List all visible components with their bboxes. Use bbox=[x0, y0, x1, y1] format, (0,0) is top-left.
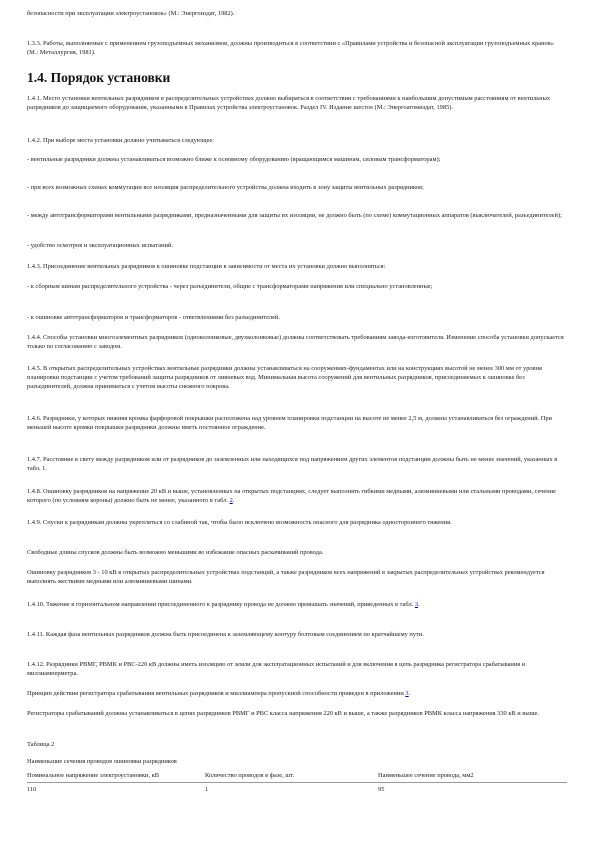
header-voltage: Номинальное напряжение электроустановки, кВ bbox=[27, 772, 205, 783]
paragraph-1-4-8: 1.4.8. Ошиновку разрядников на напряжение 20 кВ и выше, установленных на открытых подстанциях, следует выполнять гибкими медными, алюминиевыми или стальными проводами, сечение которого (по условиям короны) должно быть не менее, указанного в табл. 2. bbox=[27, 488, 556, 505]
paragraph-1-4-12: 1.4.12. Разрядники РВМГ, РВМК и РВС-220 кВ должны иметь изоляцию от земли для эксплуатационных испытаний и для включения в цепь разрядника регистратора срабатывания и миллиамперметра. bbox=[27, 661, 526, 678]
table-label: Таблица 2 bbox=[27, 741, 55, 748]
header-wire-count: Количество проводов в фазе, шт. bbox=[205, 772, 378, 783]
table-caption: Наименьшие сечения проводов ошиновки разрядников bbox=[27, 758, 177, 765]
paragraph-continuation: безопасности при эксплуатации электроустановок» (М.: Энергоиздат, 1982). bbox=[27, 10, 235, 17]
paragraph-1-4-2: 1.4.2. При выборе места установки должно учитываться следующее: bbox=[27, 137, 215, 144]
paragraph-1-4-1: 1.4.1. Место установки вентильных разрядников в распределительных устройствах должно выбираться в соответствии с требованиями к наибольшим допустимым расстояниям от вентильных разрядников до защищаемого оборудования, указанными в Правилах устройства электроустановок. Раздел IV. Издание шестое (М.: Энергоатомиздат, 1985). bbox=[27, 95, 551, 112]
paragraph-1-4-11: 1.4.11. Каждая фаза вентильных разрядников должна быть присоединена к заземляющему контуру болтовым соединением по кратчайшему пути. bbox=[27, 631, 424, 638]
conductor-section-table bbox=[27, 772, 567, 795]
paragraph-1-4-4: 1.4.4. Способы установки многоэлементных разрядников (одноколонковые, двухколонковые) должны соответствовать требованиям завода-изготовителя. Изменение способа установки допускается только по согласованию с заводом. bbox=[27, 334, 564, 351]
section-title: 1.4. Порядок установки bbox=[27, 70, 171, 85]
paragraph-1-4-12-registrators: Регистраторы срабатываний должны устанавливаться в цепях разрядников РВМГ и РВС класса напряжения 220 кВ и выше, а также разрядников РВМК класса напряжения 330 кВ и выше. bbox=[27, 710, 539, 717]
bullet-1: - вентильные разрядники должны устанавливаться возможно ближе к основному оборудованию (вращающимся машинам, силовым трансформаторам); bbox=[27, 156, 441, 163]
paragraph-1-4-3: 1.4.3. Присоединение вентильных разрядников к ошиновке подстанции в зависимости от места их установки должно выполняться: bbox=[27, 263, 386, 270]
paragraph-1-4-12-principle: Принцип действия регистратора срабатывания вентильных разрядников и миллиампера пропускной способности приведен в приложении 3. bbox=[27, 690, 411, 697]
header-min-section: Наименьшее сечение провода, мм2 bbox=[378, 772, 567, 783]
paragraph-1-4-6: 1.4.6. Разрядники, у которых нижняя кромка фарфоровой покрышки расположена над уровнем планировки подстанции на высоте не менее 2,5 м, должны устанавливаться без ограждений. При меньшей высоте кромки покрышки разрядники должны иметь постоянное ограждение. bbox=[27, 415, 552, 432]
paragraph-1-4-7: 1.4.7. Расстояние в свету между разрядником или от разрядников до заземленных или находящихся под напряжением других элементов подстанции должны быть не менее значений, указанных в табл. 1. bbox=[27, 456, 558, 473]
cell-min-section: 95 bbox=[378, 786, 385, 794]
cell-wire-count: 1 bbox=[205, 786, 209, 794]
table-header-row bbox=[27, 772, 567, 783]
paragraph-1-4-9-busbars: Ошиновку разрядников 3 - 10 кВ в открытых распределительных устройствах подстанций, а также разрядников всех напряжений в закрытых распределительных устройствах рекомендуется выполнять жесткими медными или алюминиевыми шинами. bbox=[27, 569, 545, 586]
table-row bbox=[27, 783, 567, 795]
bullet-4: - удобство осмотров и эксплуатационных испытаний. bbox=[27, 242, 173, 249]
bullet-3: - между автотрансформаторами вентильными разрядниками, предназначенными для защиты их изоляции, не должно быть (по схеме) коммутационных аппаратов (выключателей, разъединителей); bbox=[27, 212, 562, 219]
appendix-3-link[interactable]: 3 bbox=[405, 690, 409, 697]
paragraph-1-3-3: 1.3.3. Работы, выполняемые с применением грузоподъемных механизмов, должны производиться в соответствии с «Правилами устройства и безопасной эксплуатации грузоподъемных кранов» (М.: Металлургия, 1981). bbox=[27, 40, 554, 57]
cell-voltage: 110 bbox=[27, 786, 37, 794]
table-3-link[interactable]: 3 bbox=[414, 601, 419, 608]
paragraph-1-4-9-free-length: Свободные длины спусков должны быть возможно меньшими во избежание опасных раскачиваний провода. bbox=[27, 549, 324, 556]
bullet-5: - к сборным шинам распределительного устройства - через разъединители, общие с трансформаторами напряжения или специально установленные; bbox=[27, 283, 433, 290]
paragraph-1-4-10: 1.4.10. Тяжение в горизонтальном направлении присоединенного к разряднику провода не должно превышать значений, приведенных в табл. 3. bbox=[27, 601, 420, 608]
table-2-link[interactable]: 2 bbox=[229, 497, 233, 505]
paragraph-1-4-5: 1.4.5. В открытых распределительных устройствах вентильные разрядники должны устанавливаться на сооружениях-фундаментах или на конструкциях высотой не менее 300 мм от уровня планировки подстанции с учетом требований защиты разрядников от ливневых вод. Минимальная высота сооружений для вентильных разрядников, присоединяемых к ошиновке без разъединителей, должна приниматься с учетом высоты снежного покрова. bbox=[27, 365, 542, 391]
paragraph-1-4-9: 1.4.9. Спуски к разрядникам должны укрепляться со слабиной так, чтобы было исключено возможность опасного для разрядника одностороннего тяжения. bbox=[27, 519, 452, 526]
bullet-2: - при всех возможных схемах коммутации все изоляция распределительного устройства должна входить в зону защиты вентильных разрядников; bbox=[27, 184, 424, 191]
bullet-6: - к ошиновке автотрансформаторов и трансформаторов - ответвлениями без разъединителей. bbox=[27, 314, 280, 321]
